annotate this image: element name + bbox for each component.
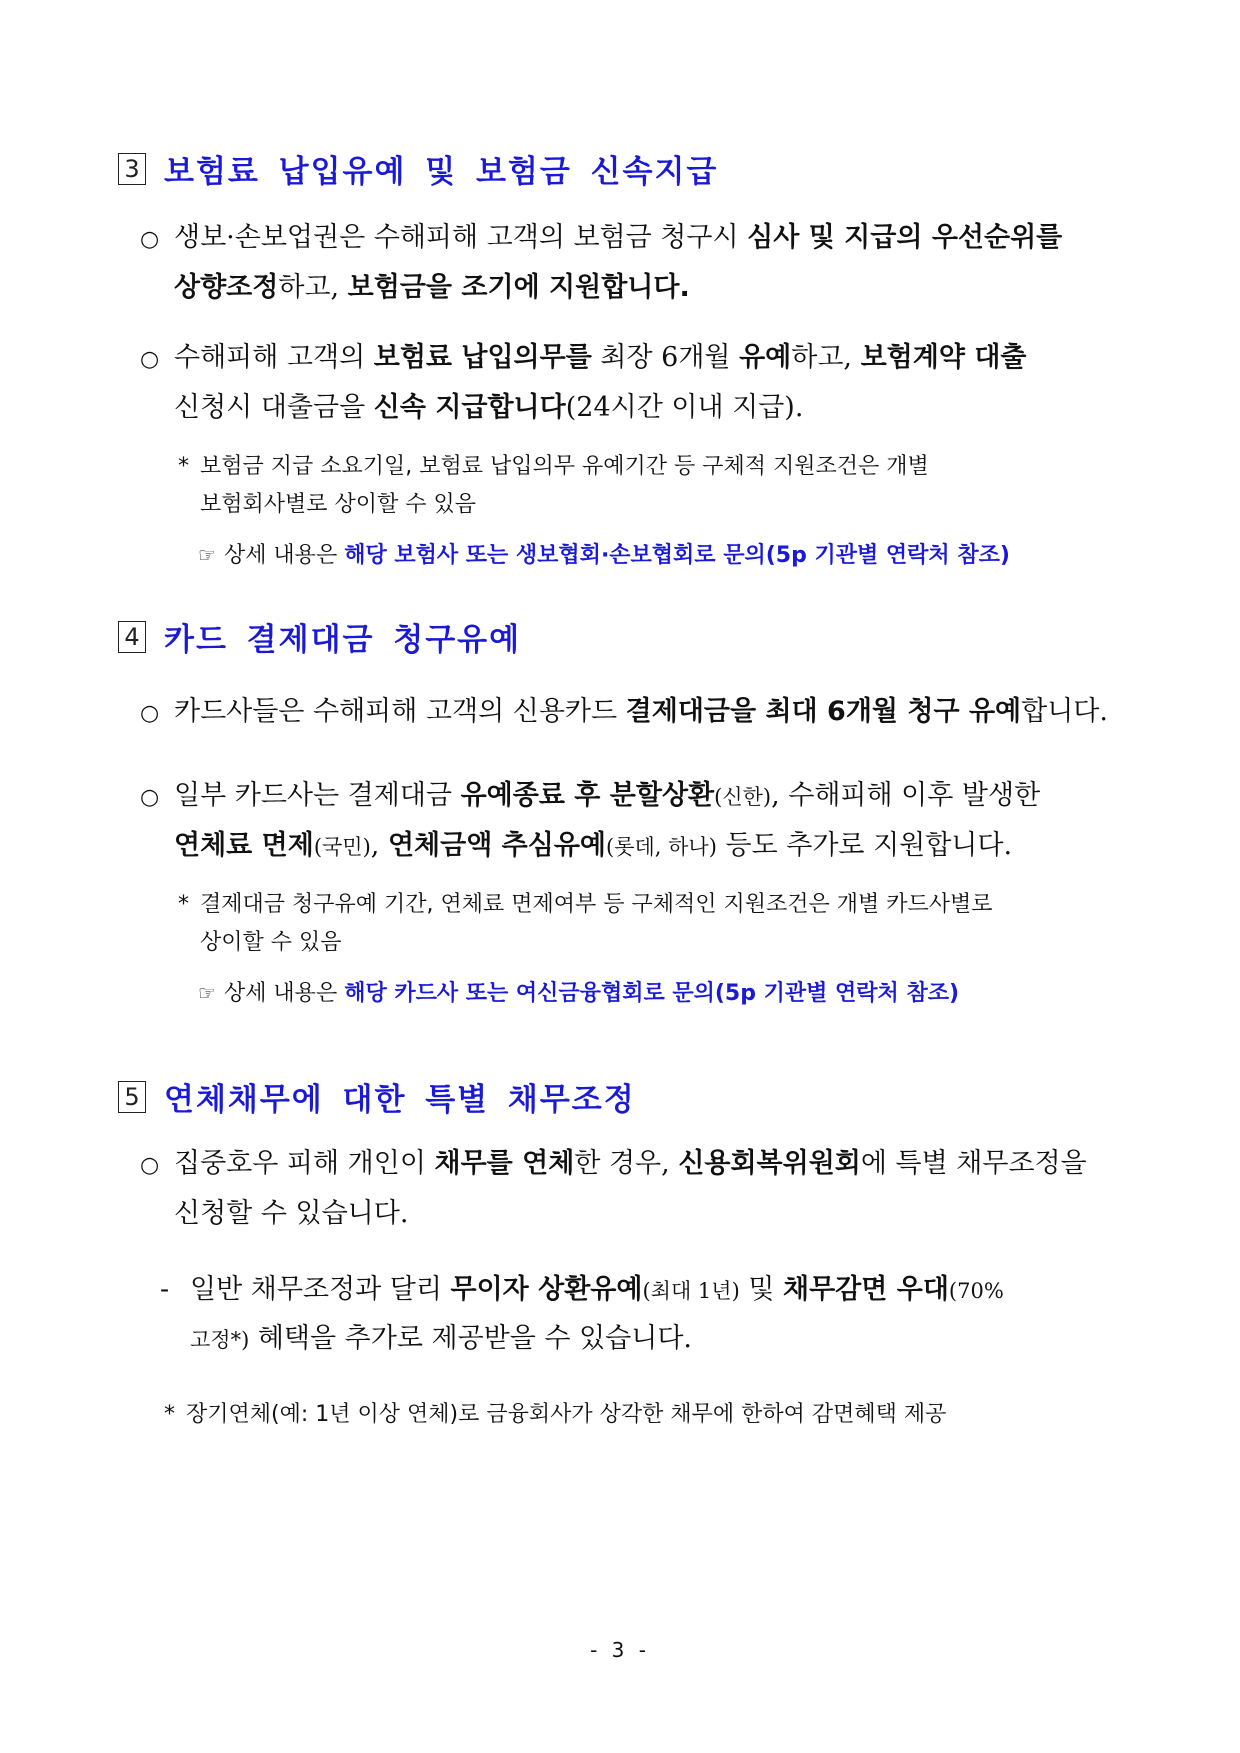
text-run: 하고, — [791, 342, 861, 373]
pointing-hand-icon: ☞ — [198, 981, 216, 1005]
bullet-icon: ○ — [140, 347, 160, 372]
bold-text: 심사 및 지급의 우선순위를 — [747, 222, 1063, 253]
bullet-icon: ○ — [140, 1153, 160, 1178]
page-number: - 3 - — [590, 1638, 650, 1662]
section-title: 연체채무에 대한 특별 채무조정 — [164, 1082, 636, 1118]
footnote-line: 상이할 수 있음 — [200, 930, 342, 955]
text-run: 등도 추가로 지원합니다. — [716, 830, 1013, 861]
pointing-hand-icon: ☞ — [198, 543, 216, 567]
section-3-reference — [198, 538, 1010, 569]
text-run: 혜택을 추가로 제공받을 수 있습니다. — [249, 1323, 692, 1354]
reference-contact: 해당 보험사 또는 생보협회·손보협회로 문의(5p 기관별 연락처 참조) — [344, 543, 1010, 568]
footnote-line: 보험금 지급 소요기일, 보험료 납입의무 유예기간 등 구체적 지원조건은 개별 — [200, 454, 929, 479]
bold-text: 보험계약 대출 — [860, 342, 1027, 373]
text-run: 에 특별 채무조정을 — [860, 1148, 1087, 1179]
text-run: (국민) — [313, 835, 371, 859]
bold-text: 채무를 연체 — [434, 1148, 575, 1179]
text-run: 카드사들은 수해피해 고객의 신용카드 — [174, 696, 626, 727]
section-3-footnote — [178, 448, 1138, 524]
bold-text: 연체금액 추심유예 — [387, 830, 607, 861]
reference-prefix: 상세 내용은 — [223, 543, 345, 568]
bullet-icon: ○ — [140, 701, 160, 726]
section-4-paragraph-2 — [140, 772, 1130, 871]
bullet-icon: ○ — [140, 785, 160, 810]
text-run: , 수해피해 이후 발생한 — [771, 780, 1041, 811]
text-run: (롯데, 하나) — [606, 835, 717, 859]
section-5-footnote — [164, 1396, 1124, 1434]
footnote-line: 결제대금 청구유예 기간, 연체료 면제여부 등 구체적인 지원조건은 개별 카드사별로 — [200, 892, 993, 917]
text-run: 및 — [739, 1274, 784, 1305]
reference-prefix: 상세 내용은 — [223, 981, 345, 1006]
section-title: 카드 결제대금 청구유예 — [164, 622, 522, 658]
bold-text: 결제대금을 최대 6개월 청구 유예 — [625, 696, 1022, 727]
bold-text: 채무감면 우대 — [783, 1274, 949, 1305]
footnote-line: 장기연체(예: 1년 이상 연체)로 금융회사가 상각한 채무에 한하여 감면혜택 제공 — [186, 1402, 947, 1427]
text-run: 고정*) — [190, 1328, 250, 1352]
text-run: 생보·손보업권은 수해피해 고객의 보험금 청구시 — [174, 222, 748, 253]
section-3-paragraph-1 — [140, 214, 1130, 312]
text-run: 최장 6개월 — [591, 342, 740, 373]
section-5-paragraph-2 — [160, 1266, 1150, 1364]
section-5-heading — [118, 1074, 636, 1119]
asterisk-icon: * — [178, 892, 189, 917]
bold-text: 보험금을 조기에 지원합니다. — [347, 272, 690, 303]
footnote-line: 보험회사별로 상이할 수 있음 — [200, 492, 477, 517]
text-run: (70% — [948, 1279, 1004, 1303]
section-5-paragraph-1 — [140, 1140, 1130, 1238]
section-title: 보험료 납입유예 및 보험금 신속지급 — [164, 154, 719, 190]
text-run: 신청시 대출금을 — [174, 392, 374, 423]
bullet-icon: ○ — [140, 227, 160, 252]
section-number-box: 3 — [118, 153, 146, 185]
text-run: (24시간 이내 지급). — [565, 392, 804, 423]
text-run: 하고, — [278, 272, 348, 303]
bold-text: 유예종료 후 분할상환 — [460, 780, 715, 811]
text-run: 집중호우 피해 개인이 — [174, 1148, 435, 1179]
text-run: 한 경우, — [574, 1148, 679, 1179]
reference-contact: 해당 카드사 또는 여신금융협회로 문의(5p 기관별 연락처 참조) — [344, 981, 960, 1006]
asterisk-icon: * — [178, 454, 189, 479]
section-4-footnote — [178, 886, 1138, 962]
asterisk-icon: * — [164, 1402, 175, 1427]
text-run: (신한) — [714, 785, 772, 809]
bold-text: 신용회복위원회 — [678, 1148, 861, 1179]
text-run: 일부 카드사는 결제대금 — [174, 780, 461, 811]
section-4-heading — [118, 614, 521, 659]
bold-text: 연체료 면제 — [174, 830, 314, 861]
text-run: 합니다. — [1021, 696, 1108, 727]
section-3-paragraph-2 — [140, 334, 1130, 432]
section-4-reference — [198, 976, 959, 1007]
text-run: (최대 1년) — [642, 1279, 740, 1303]
dash-bullet-icon: - — [160, 1274, 170, 1305]
section-3-heading — [118, 146, 718, 191]
bold-text: 무이자 상환유예 — [450, 1274, 643, 1305]
bold-text: 유예 — [739, 342, 792, 373]
bold-text: 보험료 납입의무를 — [373, 342, 592, 373]
section-4-paragraph-1 — [140, 688, 1130, 738]
section-number-box: 4 — [118, 621, 146, 653]
bold-text: 신속 지급합니다 — [373, 392, 566, 423]
text-run: , — [370, 830, 388, 861]
text-run: 일반 채무조정과 달리 — [190, 1274, 451, 1305]
text-run: 신청할 수 있습니다. — [174, 1198, 409, 1229]
bold-text: 상향조정 — [174, 272, 279, 303]
section-number-box: 5 — [118, 1081, 146, 1113]
text-run: 수해피해 고객의 — [174, 342, 374, 373]
